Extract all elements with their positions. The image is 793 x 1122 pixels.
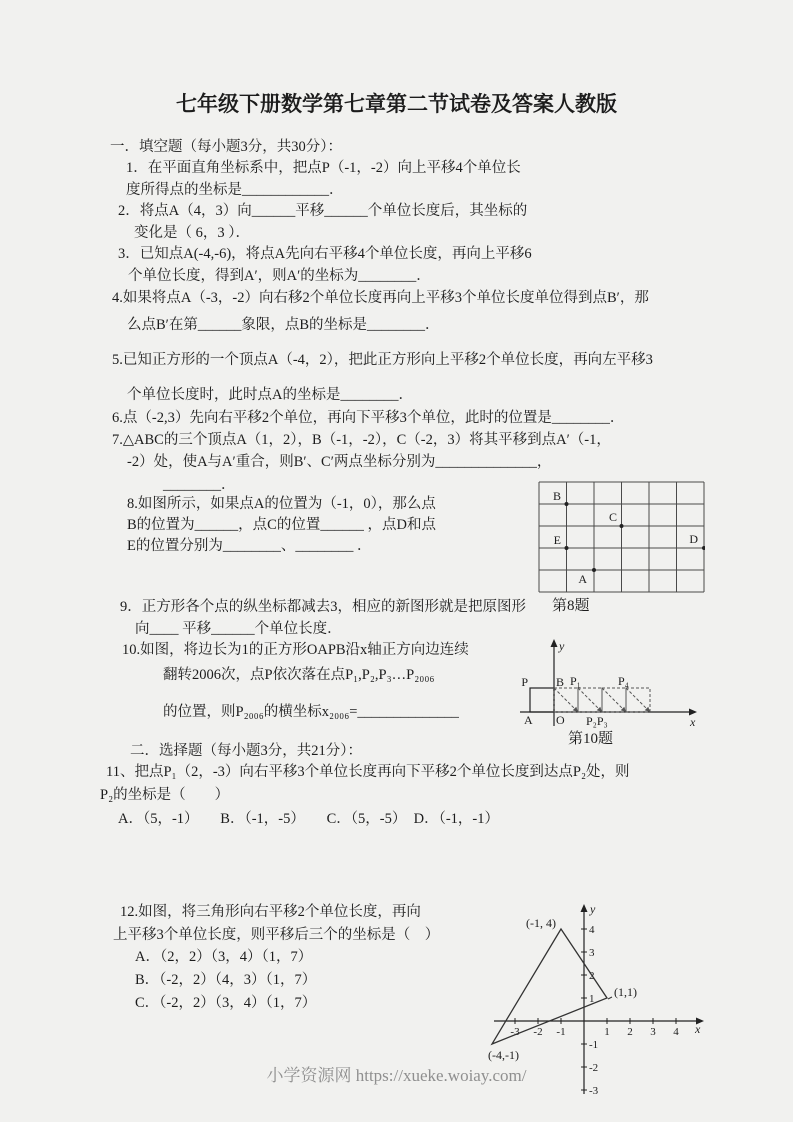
fig12-ytick-2: 2 [589, 970, 595, 982]
question-2-line-1: 2．将点A（4，3）向______平移______个单位长度后，其坐标的 [118, 203, 528, 219]
question-11-line-1: 11、把点P₁（2，-3）向右平移3个单位长度再向下平移2个单位长度到达点P₂处，则 [106, 764, 630, 780]
question-5-line-1: 5.已知正方形的一个顶点A（-4，2），把此正方形向上平移2个单位长度，再向左平移3 [112, 352, 653, 368]
fig12-ytick--2: -2 [589, 1062, 599, 1074]
question-4-line-2: 么点B′在第______象限，点B的坐标是________． [127, 317, 440, 333]
fig12-xtick-1: 1 [604, 1026, 610, 1038]
question-7-line-3: ________． [163, 477, 236, 493]
square-OAPB [530, 688, 554, 712]
fig10-caption: 第10题 [568, 731, 614, 747]
question-1-line-1: 1．在平面直角坐标系中，把点P（-1，-2）向上平移4个单位长 [126, 160, 521, 176]
fig10-point-P: P [521, 675, 528, 689]
y-axis-arrow-icon [581, 904, 588, 912]
fig12-xtick--2: -2 [533, 1026, 543, 1038]
question-11-options: A．（5，-1） B．（-1，-5） C．（5，-5） D．（-1，-1） [118, 811, 500, 827]
fig12-xtick-3: 3 [650, 1026, 656, 1038]
grid-points [565, 502, 706, 572]
fig12-vertex-label-2: (1,1) [614, 985, 637, 999]
fig10-point-P2P3: P₂P₃ [586, 714, 608, 728]
fig8-point-label-E: E [553, 533, 561, 547]
fig12-ytick-1: 1 [589, 993, 595, 1005]
fig12-x-label: x [695, 1022, 701, 1036]
question-8-line-1: 8.如图所示，如果点A的位置为（-1，0），那么点 [127, 496, 436, 512]
question-9-line-1: 9．正方形各个点的纵坐标都减去3，相应的新图形就是把原图形 [120, 599, 526, 615]
question-10-line-3: 的位置，则P₂₀₀₆的横坐标x₂₀₀₆=______________ [163, 704, 459, 720]
question-12-option-b: B．（-2，2）（4，3）（1，7） [135, 972, 317, 988]
question-12-line-1: 12.如图，将三角形向右平移2个单位长度，再向 [120, 904, 421, 920]
question-12-line-2: 上平移3个单位长度，则平移后三个的坐标是（ ） [113, 927, 440, 943]
question-1-line-2: 度所得点的坐标是____________． [126, 182, 344, 198]
fig12-ytick-4: 4 [589, 924, 595, 936]
fig10-x-label: x [690, 715, 696, 729]
fig12-ytick--3: -3 [589, 1085, 599, 1097]
fig10-point-B: B [556, 675, 565, 689]
question-3-line-1: 3．已知点A(-4,-6)，将点A先向右平移4个单位长度，再向上平移6 [118, 246, 532, 262]
question-2-line-2: 变化是（ 6，3 ）． [134, 225, 250, 241]
question-8-line-3: E的位置分别为________、________ ． [127, 538, 372, 554]
fig8-caption: 第8题 [552, 598, 590, 614]
fig12-y-label: y [590, 902, 596, 916]
figure-q10-rolling-square [514, 636, 702, 732]
question-5-line-2: 个单位长度时，此时点A的坐标是________． [127, 387, 413, 403]
question-9-line-2: 向____ 平移______个单位长度． [135, 621, 342, 637]
fig12-xtick--1: -1 [556, 1026, 566, 1038]
fig10-point-A: A [524, 713, 533, 727]
grid-lines [539, 482, 704, 592]
question-12-option-c: C．（-2，2）（3，4）（1，7） [135, 995, 317, 1011]
question-10-line-1: 10.如图，将边长为1的正方形OAPB沿x轴正方向边连续 [122, 642, 469, 658]
fig10-y-label: y [559, 639, 565, 653]
fig12-xtick-4: 4 [673, 1026, 679, 1038]
page-title: 七年级下册数学第七章第二节试卷及答案人教版 [176, 92, 617, 116]
question-4-line-1: 4.如果将点A（-3，-2）向右移2个单位长度再向上平移3个单位长度单位得到点B′，那 [112, 290, 649, 306]
section2-heading: 二．选择题（每小题3分，共21分）： [130, 743, 362, 759]
section1-heading: 一．填空题（每小题3分，共30分）： [110, 139, 342, 155]
fig8-point-label-D: D [689, 532, 698, 546]
fig12-ytick-3: 3 [589, 947, 595, 959]
fig12-ytick--1: -1 [589, 1039, 599, 1051]
fig12-xtick--3: -3 [510, 1026, 520, 1038]
flip-arrowheads [573, 707, 650, 712]
question-8-line-2: B的位置为______，点C的位置______ ，点D和点 [127, 517, 436, 533]
fig10-point-O: O [556, 713, 565, 727]
vertex-pointer-line [608, 997, 612, 999]
fig8-point-label-C: C [608, 510, 617, 524]
fig12-vertex-label-1: (-1, 4) [526, 916, 556, 930]
fig10-point-P1: P₁ [570, 674, 581, 688]
question-10-line-2: 翻转2006次，点P依次落在点P₁,P₂,P₃…P₂₀₀₆ [163, 667, 435, 683]
question-12-option-a: A．（2，2）（3，4）（1，7） [135, 949, 313, 965]
fig8-point-label-B: B [552, 489, 561, 503]
figure-q8-grid [535, 476, 705, 596]
question-11-line-2: P₂的坐标是（ ） [100, 787, 230, 803]
footer-watermark: 小学资源网 https://xueke.woiay.com/ [266, 1066, 527, 1085]
y-axis-arrow-icon [551, 639, 558, 647]
question-7-line-1: 7.△ABC的三个顶点A（1，2），B（-1，-2），C（-2，3）将其平移到点A′（-1， [112, 432, 611, 448]
question-6-line-1: 6.点（-2,3）先向右平移2个单位，再向下平移3个单位，此时的位置是________． [112, 410, 625, 426]
fig12-xtick-2: 2 [627, 1026, 633, 1038]
fig8-point-label-A: A [578, 572, 587, 586]
fig10-point-P4: P₄ [618, 674, 629, 688]
question-7-line-2: -2）处，使A与A′重合，则B′、C′两点坐标分别为______________， [127, 454, 552, 470]
fig12-vertex-label-3: (-4,-1) [488, 1048, 519, 1062]
question-3-line-2: 个单位长度，得到A′，则A′的坐标为________． [128, 268, 431, 284]
dashed-flipped-squares [554, 688, 650, 712]
